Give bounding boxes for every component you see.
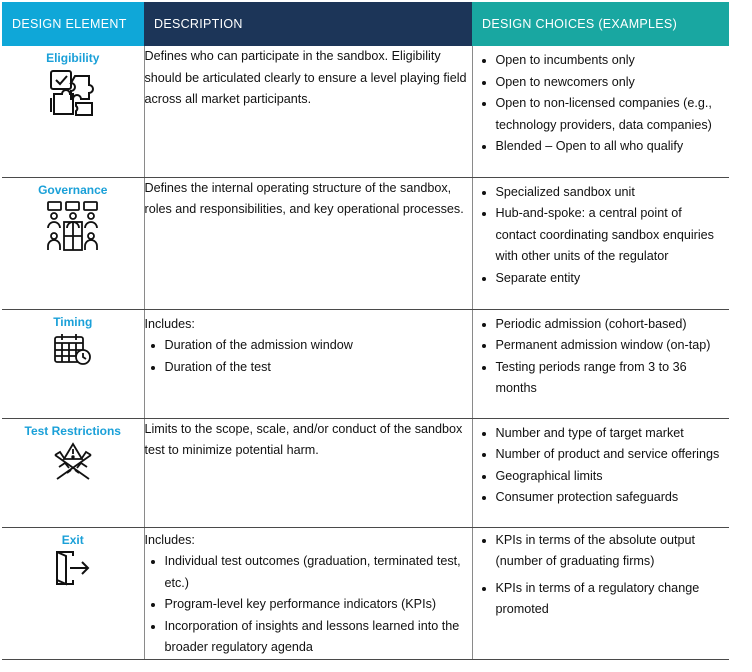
header-design-choices: DESIGN CHOICES (EXAMPLES) <box>472 2 729 46</box>
choices-list <box>473 528 730 621</box>
list-item: • Number of product and service offerings <box>496 444 722 466</box>
element-cell <box>2 46 144 177</box>
list-item: • Separate entity <box>496 268 722 290</box>
choices-cell <box>472 418 729 527</box>
list-item: • Duration of the test <box>165 357 472 379</box>
element-cell <box>2 527 144 660</box>
puzzle-checklist-icon <box>48 68 98 120</box>
choices-cell <box>472 309 729 418</box>
element-name: Timing <box>53 314 93 329</box>
list-item: • Hub-and-spoke: a central point of contact coordinating sandbox enquiries with other units of the regulator <box>496 203 722 268</box>
list-item: • KPIs in terms of a regulatory change promoted <box>496 578 722 621</box>
description-text: Defines who can participate in the sandbox. Eligibility should be articulated clearly to ensure a level playing field across all market participants. <box>144 49 467 107</box>
list-item: • Open to incumbents only <box>496 50 722 72</box>
choices-cell <box>472 527 729 660</box>
header-design-element: DESIGN ELEMENT <box>2 2 144 46</box>
element-cell <box>2 418 144 527</box>
element-cell <box>2 177 144 309</box>
choices-cell <box>472 177 729 309</box>
list-item: • Open to newcomers only <box>496 72 722 94</box>
warning-restriction-icon <box>51 441 95 483</box>
choices-list <box>473 178 730 290</box>
description-cell <box>144 46 472 177</box>
description-list <box>145 551 472 659</box>
description-text: Defines the internal operating structure of the sandbox, roles and responsibilities, and key operational processes. <box>144 180 464 217</box>
team-meeting-icon <box>46 200 100 252</box>
description-cell <box>144 418 472 527</box>
list-item: • Incorporation of insights and lessons learned into the broader regulatory agenda <box>165 616 472 659</box>
element-name: Governance <box>38 182 108 197</box>
table-row-exit <box>2 527 729 660</box>
element-name: Eligibility <box>46 51 100 65</box>
exit-door-icon <box>53 550 93 586</box>
choices-cell <box>472 46 729 177</box>
list-item: • Open to non-licensed companies (e.g., technology providers, data companies) <box>496 93 722 136</box>
list-item: • Periodic admission (cohort-based) <box>496 314 722 336</box>
list-item: • KPIs in terms of the absolute output (number of graduating firms) <box>496 530 722 573</box>
list-item: • Program-level key performance indicators (KPIs) <box>165 594 472 616</box>
list-item: • Duration of the admission window <box>165 335 472 357</box>
choices-list <box>473 310 730 400</box>
description-cell <box>144 527 472 660</box>
calendar-clock-icon <box>53 332 93 366</box>
element-name: Exit <box>61 532 84 547</box>
description-cell <box>144 309 472 418</box>
description-text: Limits to the scope, scale, and/or conduct of the sandbox test to minimize potential harm. <box>144 421 463 458</box>
table-row-eligibility <box>2 46 729 177</box>
design-elements-table <box>2 2 729 660</box>
description-cell <box>144 177 472 309</box>
list-item: • Specialized sandbox unit <box>496 182 722 204</box>
list-item: • Number and type of target market <box>496 423 722 445</box>
table-row-timing <box>2 309 729 418</box>
list-item: • Individual test outcomes (graduation, terminated test, etc.) <box>165 551 472 594</box>
list-item: • Consumer protection safeguards <box>496 487 722 509</box>
header-row <box>2 2 729 46</box>
description-intro: Includes: <box>144 316 195 331</box>
table-row-test-restrictions <box>2 418 729 527</box>
header-description: DESCRIPTION <box>144 2 472 46</box>
table-row-governance <box>2 177 729 309</box>
list-item: • Permanent admission window (on-tap) <box>496 335 722 357</box>
description-intro: Includes: <box>144 532 195 547</box>
list-item: • Blended – Open to all who qualify <box>496 136 722 158</box>
choices-list <box>473 46 730 158</box>
description-list <box>145 335 472 378</box>
element-name: Test Restrictions <box>24 423 121 438</box>
list-item: • Geographical limits <box>496 466 722 488</box>
list-item: • Testing periods range from 3 to 36 months <box>496 357 722 400</box>
choices-list <box>473 419 730 509</box>
element-cell <box>2 309 144 418</box>
